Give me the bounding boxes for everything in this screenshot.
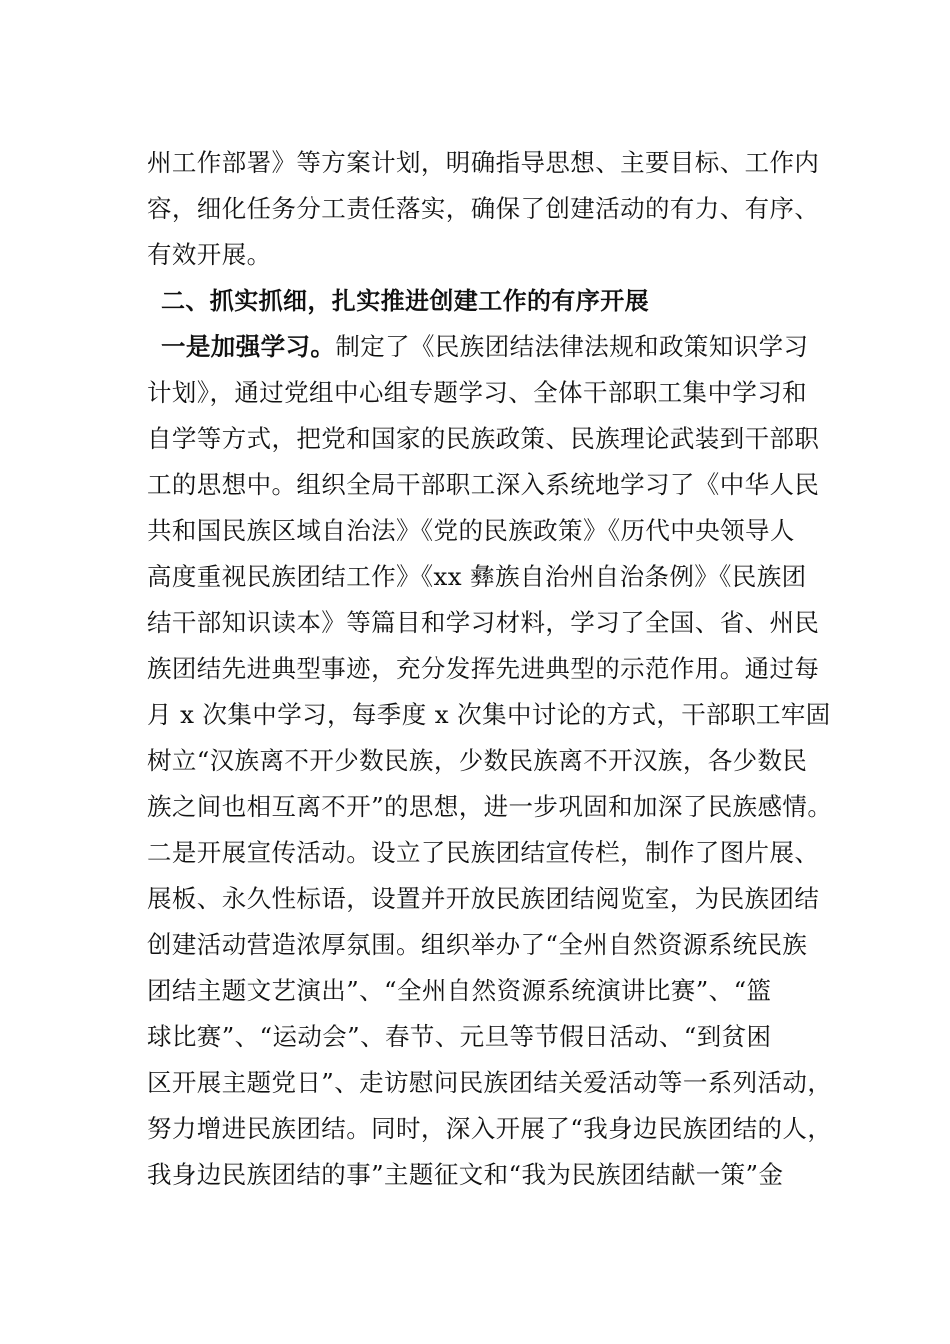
text-line: 族团结先进典型事迹，充分发挥先进典型的示范作用。通过每 bbox=[147, 654, 820, 683]
text-line: 共和国民族区域自治法》《党的民族政策》《历代中央领导人 bbox=[147, 516, 795, 545]
text-line: 族之间也相互离不开”的思想，进一步巩固和加深了民族感情。 bbox=[147, 792, 833, 821]
text-line: 有效开展。 bbox=[147, 240, 272, 269]
text-line: 高度重视民族团结工作》《xx 彝族自治州自治条例》《民族团 bbox=[147, 562, 807, 591]
text-line: 努力增进民族团结。同时，深入开展了“我身边民族团结的人， bbox=[147, 1114, 833, 1143]
text-line: 月 x 次集中学习，每季度 x 次集中讨论的方式，干部职工牢固 bbox=[147, 700, 831, 729]
text-line: 展板、永久性标语，设置并开放民族团结阅览室，为民族团结 bbox=[147, 884, 820, 913]
text-line: 团结主题文艺演出”、“全州自然资源系统演讲比赛”、“篮 bbox=[147, 976, 772, 1005]
text-line: 区开展主题党日”、走访慰问民族团结关爱活动等一系列活动， bbox=[147, 1068, 833, 1097]
text-line: 计划》，通过党组中心组专题学习、全体干部职工集中学习和 bbox=[147, 378, 808, 407]
paragraph-lead: 一是加强学习。 bbox=[161, 332, 336, 361]
text-line: 自学等方式，把党和国家的民族政策、民族理论武装到干部职 bbox=[147, 424, 820, 453]
text-line: 结干部知识读本》等篇目和学习材料，学习了全国、省、州民 bbox=[147, 608, 820, 637]
text-line: 我身边民族团结的事”主题征文和“我为民族团结献一策”金 bbox=[147, 1160, 784, 1189]
text-line: 二是开展宣传活动。设立了民族团结宣传栏，制作了图片展、 bbox=[147, 838, 820, 867]
paragraph-first-line-rest: 制定了《民族团结法律法规和政策知识学习 bbox=[335, 332, 809, 361]
text-line: 树立“汉族离不开少数民族，少数民族离不开汉族，各少数民 bbox=[147, 746, 808, 775]
paragraph-first-line bbox=[161, 324, 808, 370]
text-line: 州工作部署》等方案计划，明确指导思想、主要目标、工作内 bbox=[147, 148, 820, 177]
text-line: 容，细化任务分工责任落实，确保了创建活动的有力、有序、 bbox=[147, 194, 820, 223]
text-line: 球比赛”、“运动会”、春节、元旦等节假日活动、“到贫困 bbox=[147, 1022, 772, 1051]
text-line: 创建活动营造浓厚氛围。组织举办了“全州自然资源系统民族 bbox=[147, 930, 808, 959]
text-line: 工的思想中。组织全局干部职工深入系统地学习了《中华人民 bbox=[147, 470, 820, 499]
section-heading: 二、抓实抓细，扎实推进创建工作的有序开展 bbox=[161, 287, 649, 315]
